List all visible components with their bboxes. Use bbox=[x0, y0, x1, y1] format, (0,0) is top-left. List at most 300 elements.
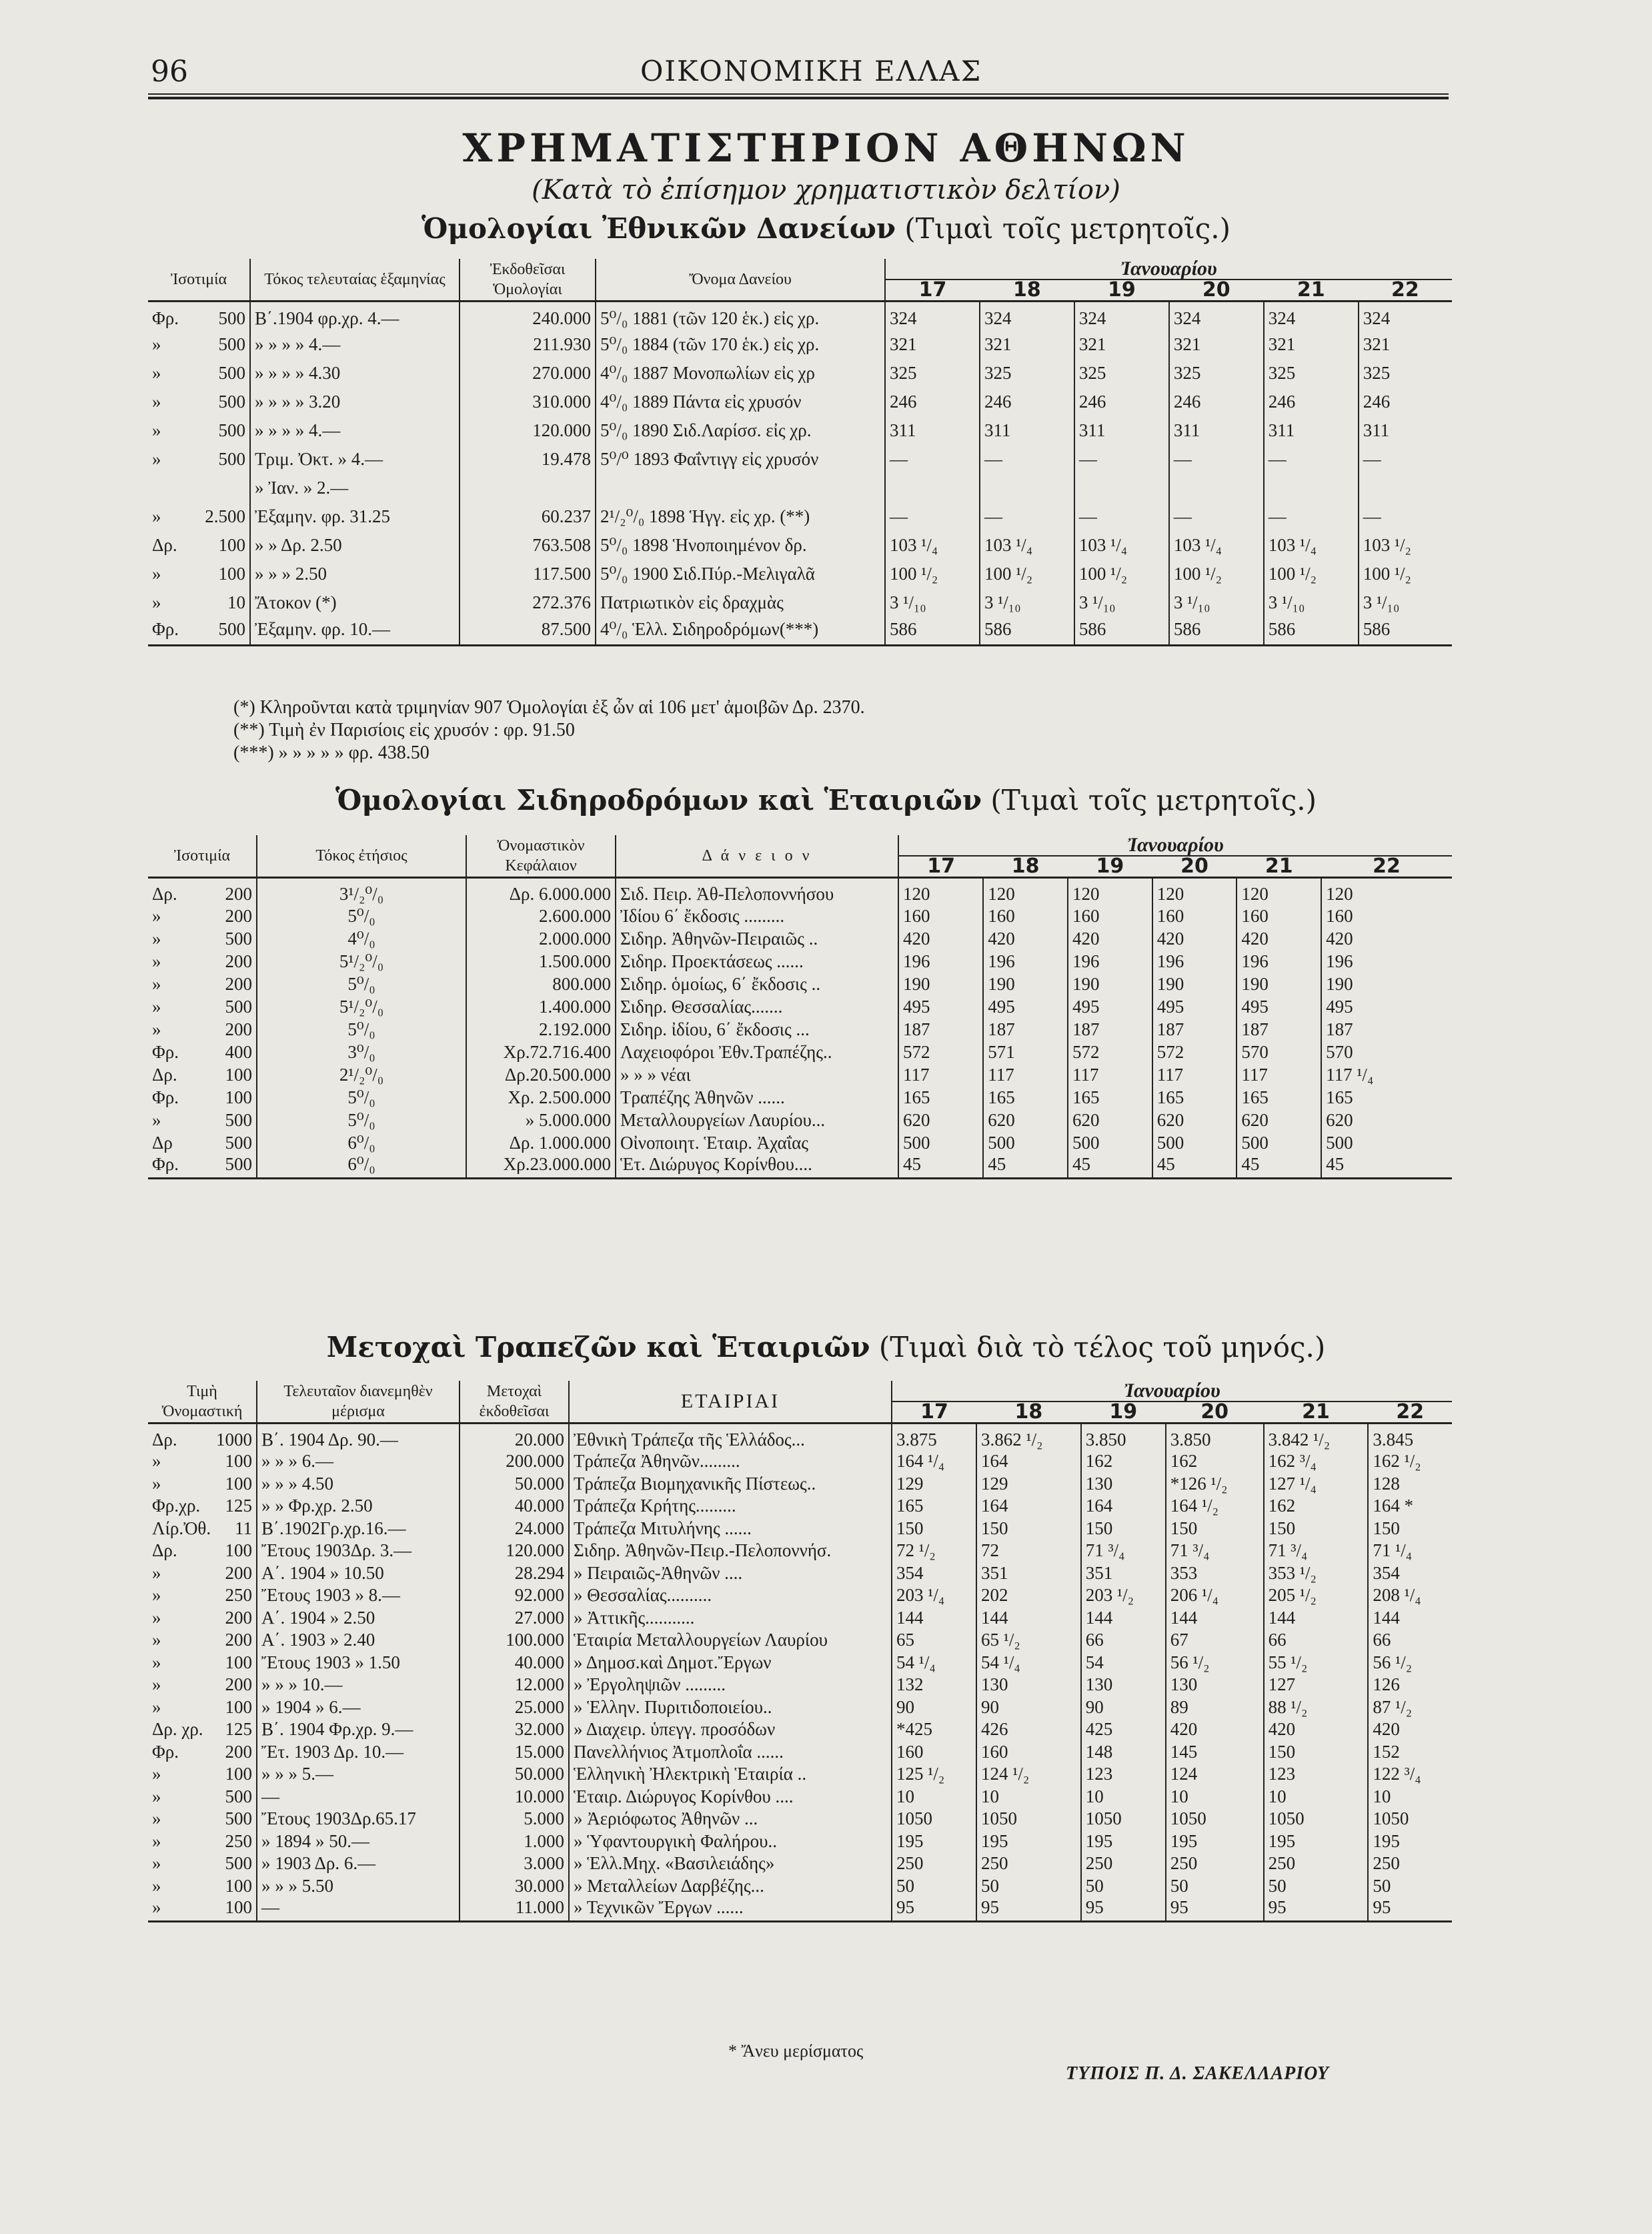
price-cell: 117 bbox=[898, 1063, 983, 1086]
price-cell: 160 bbox=[976, 1741, 1081, 1764]
price-cell: — bbox=[1169, 502, 1264, 531]
par-value: 100 bbox=[225, 1064, 252, 1085]
coupon-cell: » » » 5.50 bbox=[257, 1875, 460, 1898]
coupon-cell: » » » » 4.— bbox=[250, 330, 460, 359]
day-header: 20 bbox=[1152, 856, 1237, 878]
price-cell: 125 ¹/₂ bbox=[892, 1763, 976, 1786]
table-row bbox=[148, 1696, 1452, 1719]
table-row bbox=[148, 1741, 1452, 1764]
table-row bbox=[148, 302, 1452, 330]
par-value: 200 bbox=[225, 1562, 252, 1583]
price-cell: 50 bbox=[892, 1875, 976, 1898]
table-row bbox=[148, 995, 1452, 1018]
price-cell: 65 bbox=[892, 1629, 976, 1652]
price-cell: 420 bbox=[1236, 927, 1321, 950]
price-cell: 10 bbox=[976, 1786, 1081, 1808]
col-header: ΕΤΑΙΡΙΑΙ bbox=[569, 1381, 892, 1424]
issued-cell: 3.000 bbox=[460, 1852, 569, 1875]
issued-cell: 272.376 bbox=[460, 588, 596, 617]
coupon-cell: » » » 4.50 bbox=[257, 1473, 460, 1496]
par-cell bbox=[148, 1540, 257, 1562]
currency: Δρ. χρ. bbox=[152, 1719, 203, 1740]
price-cell: 1050 bbox=[1081, 1808, 1166, 1830]
price-cell bbox=[885, 474, 980, 502]
price-cell: 495 bbox=[1152, 995, 1237, 1018]
price-cell: 187 bbox=[1321, 1018, 1452, 1041]
par-value: 200 bbox=[225, 1019, 252, 1039]
coupon-cell: » » » 5.— bbox=[257, 1763, 460, 1786]
par-cell bbox=[148, 1041, 257, 1063]
price-cell: 353 bbox=[1166, 1562, 1264, 1585]
price-cell: 3 ¹/₁₀ bbox=[1264, 588, 1359, 617]
issued-cell: 240.000 bbox=[460, 302, 596, 330]
price-cell: 148 bbox=[1081, 1741, 1166, 1764]
coupon-cell: 5⁰/₀ bbox=[257, 973, 466, 995]
table-row bbox=[148, 416, 1452, 445]
running-title: ΟΙΚΟΝΟΜΙΚΗ ΕΛΛΑΣ bbox=[640, 55, 982, 87]
price-cell: 420 bbox=[1068, 927, 1152, 950]
price-cell: 354 bbox=[892, 1562, 976, 1585]
currency: » bbox=[152, 1764, 161, 1784]
price-cell: 152 bbox=[1368, 1741, 1452, 1764]
coupon-cell: » » Φρ.χρ. 2.50 bbox=[257, 1495, 460, 1518]
section-heading-bold: Μετοχαὶ Τραπεζῶν καὶ Ἑταιριῶν bbox=[326, 1331, 870, 1363]
price-cell: 160 bbox=[1321, 905, 1452, 927]
coupon-cell: » » Δρ. 2.50 bbox=[250, 531, 460, 560]
coupon-cell: 4⁰/₀ bbox=[257, 927, 466, 950]
col-header: Ὀνομαστικὸν Κεφάλαιον bbox=[466, 835, 616, 878]
coupon-cell: 3¹/₂⁰/₀ bbox=[257, 878, 466, 905]
name-cell: 5⁰/₀ 1881 (τῶν 120 ἑκ.) εἰς χρ. bbox=[596, 302, 885, 330]
price-cell: 195 bbox=[1264, 1830, 1369, 1853]
table-row bbox=[148, 905, 1452, 927]
price-cell: 190 bbox=[898, 973, 983, 995]
price-cell: 55 ¹/₂ bbox=[1264, 1652, 1369, 1674]
name-cell: » Διαχειρ. ὑπεγγ. προσόδων bbox=[569, 1718, 892, 1741]
price-cell: 100 ¹/₂ bbox=[1169, 560, 1264, 588]
price-cell: 586 bbox=[1169, 617, 1264, 646]
par-value: 125 bbox=[225, 1496, 252, 1516]
price-cell: 164 * bbox=[1368, 1495, 1452, 1518]
table-row bbox=[148, 388, 1452, 416]
par-value: 500 bbox=[225, 1853, 252, 1874]
par-value: 125 bbox=[225, 1719, 252, 1740]
issued-cell: 270.000 bbox=[460, 359, 596, 388]
price-cell: 10 bbox=[892, 1786, 976, 1808]
price-cell: 122 ³/₄ bbox=[1368, 1763, 1452, 1786]
name-cell: Ἐθνικὴ Τράπεζα τῆς Ἑλλάδος... bbox=[569, 1424, 892, 1451]
issued-cell: Δρ. 6.000.000 bbox=[466, 878, 616, 905]
price-cell: 45 bbox=[1236, 1154, 1321, 1179]
price-cell: 90 bbox=[976, 1696, 1081, 1719]
coupon-cell: 6⁰/₀ bbox=[257, 1154, 466, 1179]
table-row bbox=[148, 1109, 1452, 1131]
price-cell: 570 bbox=[1236, 1041, 1321, 1063]
price-cell: 495 bbox=[983, 995, 1068, 1018]
coupon-cell: 5⁰/₀ bbox=[257, 1109, 466, 1131]
coupon-cell: » » » » 4.— bbox=[250, 416, 460, 445]
coupon-cell: Α΄. 1904 » 10.50 bbox=[257, 1562, 460, 1585]
price-cell: 66 bbox=[1081, 1629, 1166, 1652]
name-cell: Πανελλήνιος Ἀτμοπλοΐα ...... bbox=[569, 1741, 892, 1764]
price-cell: 500 bbox=[898, 1131, 983, 1154]
price-cell: 250 bbox=[1368, 1852, 1452, 1875]
currency: Λίρ.Ὀθ. bbox=[152, 1518, 211, 1538]
price-cell: 132 bbox=[892, 1674, 976, 1696]
currency: » bbox=[152, 951, 161, 971]
currency: » bbox=[152, 905, 161, 926]
price-cell: 3.845 bbox=[1368, 1424, 1452, 1451]
price-cell: 250 bbox=[1166, 1852, 1264, 1875]
currency: » bbox=[152, 1451, 161, 1472]
price-cell: 187 bbox=[1068, 1018, 1152, 1041]
price-cell: 3.862 ¹/₂ bbox=[976, 1424, 1081, 1451]
note: (*) Κληροῦνται κατὰ τριμηνίαν 907 Ὁμολογίαι ἐξ ὧν αἱ 106 μετ' ἀμοιβῶν Δρ. 2370. bbox=[233, 697, 865, 718]
price-cell: 420 bbox=[1264, 1718, 1369, 1741]
par-cell bbox=[148, 1741, 257, 1764]
name-cell: » Ἀεριόφωτος Ἀθηνῶν ... bbox=[569, 1808, 892, 1830]
price-cell: 120 bbox=[983, 878, 1068, 905]
currency: Φρ. bbox=[152, 1154, 179, 1174]
coupon-cell: Α΄. 1903 » 2.40 bbox=[257, 1629, 460, 1652]
par-value: 100 bbox=[225, 1875, 252, 1896]
par-value: 500 bbox=[218, 308, 245, 329]
price-cell: 165 bbox=[892, 1495, 976, 1518]
par-cell bbox=[148, 1718, 257, 1741]
table-row bbox=[148, 1041, 1452, 1063]
table-row bbox=[148, 1875, 1452, 1898]
currency: » bbox=[152, 1808, 161, 1829]
par-cell bbox=[148, 1763, 257, 1786]
par-cell bbox=[148, 1652, 257, 1674]
price-cell: 246 bbox=[980, 388, 1074, 416]
price-cell: 50 bbox=[1368, 1875, 1452, 1898]
par-value: 500 bbox=[225, 1132, 252, 1153]
price-cell: 321 bbox=[980, 330, 1074, 359]
price-cell: 56 ¹/₂ bbox=[1166, 1652, 1264, 1674]
coupon-cell: Α΄. 1904 » 2.50 bbox=[257, 1607, 460, 1630]
price-cell: 426 bbox=[976, 1718, 1081, 1741]
price-cell: 195 bbox=[1081, 1830, 1166, 1853]
par-value: 500 bbox=[218, 391, 245, 412]
name-cell: Σιδηρ. Ἀθηνῶν-Πειραιῶς .. bbox=[616, 927, 898, 950]
price-cell: 351 bbox=[1081, 1562, 1166, 1585]
price-cell: 150 bbox=[1264, 1741, 1369, 1764]
price-cell: 164 bbox=[976, 1450, 1081, 1473]
name-cell: 2¹/₂⁰/₀ 1898 Ἡγγ. εἰς χρ. (**) bbox=[596, 502, 885, 531]
par-value: 1000 bbox=[216, 1430, 252, 1450]
price-cell: 10 bbox=[1368, 1786, 1452, 1808]
col-header: Τόκος ἐτήσιος bbox=[257, 835, 466, 878]
issued-cell: 2.600.000 bbox=[466, 905, 616, 927]
currency: Δρ. bbox=[152, 1064, 177, 1085]
price-cell: 205 ¹/₂ bbox=[1264, 1584, 1369, 1607]
price-cell: 1050 bbox=[1368, 1808, 1452, 1830]
currency: Δρ. bbox=[152, 534, 177, 555]
price-cell: 500 bbox=[1321, 1131, 1452, 1154]
price-cell: 250 bbox=[1264, 1852, 1369, 1875]
price-cell: 124 ¹/₂ bbox=[976, 1763, 1081, 1786]
par-value: 250 bbox=[225, 1585, 252, 1606]
price-cell: 164 bbox=[976, 1495, 1081, 1518]
price-cell: 150 bbox=[1081, 1518, 1166, 1540]
par-cell bbox=[148, 531, 250, 560]
price-cell: 103 ¹/₄ bbox=[1169, 531, 1264, 560]
table-row bbox=[148, 1808, 1452, 1830]
par-value: 500 bbox=[218, 334, 245, 354]
name-cell: Σιδηρ. ὁμοίως, 6΄ ἔκδοσις .. bbox=[616, 973, 898, 995]
price-cell: 120 bbox=[1321, 878, 1452, 905]
price-cell: 321 bbox=[1359, 330, 1452, 359]
table-row bbox=[148, 1063, 1452, 1086]
issued-cell: 50.000 bbox=[460, 1473, 569, 1496]
price-cell: 100 ¹/₂ bbox=[980, 560, 1074, 588]
price-cell: 89 bbox=[1166, 1696, 1264, 1719]
price-cell: 165 bbox=[983, 1086, 1068, 1109]
coupon-cell: » » » 2.50 bbox=[250, 560, 460, 588]
par-value: 500 bbox=[225, 1109, 252, 1130]
railway-bonds-table bbox=[148, 835, 1452, 1179]
price-cell: 100 ¹/₂ bbox=[1074, 560, 1169, 588]
par-cell bbox=[148, 1897, 257, 1922]
par-cell bbox=[148, 502, 250, 531]
price-cell: 420 bbox=[1152, 927, 1237, 950]
coupon-cell: Ἔτ. 1903 Δρ. 10.— bbox=[257, 1741, 460, 1764]
issued-cell: 211.930 bbox=[460, 330, 596, 359]
currency: » bbox=[152, 1109, 161, 1130]
note: (**) Τιμὴ ἐν Παρισίοις εἰς χρυσόν : φρ. 91.50 bbox=[233, 720, 575, 740]
coupon-cell: Β΄.1902Γρ.χρ.16.— bbox=[257, 1518, 460, 1540]
currency: » bbox=[152, 1786, 161, 1806]
par-cell bbox=[148, 1473, 257, 1496]
price-cell bbox=[1264, 474, 1359, 502]
price-cell bbox=[1074, 474, 1169, 502]
day-header: 20 bbox=[1166, 1402, 1264, 1424]
coupon-cell: Ἔτους 1903Δρ. 3.— bbox=[257, 1540, 460, 1562]
name-cell: 5⁰/₀ 1900 Σιδ.Πύρ.-Μελιγαλᾶ bbox=[596, 560, 885, 588]
coupon-cell: » Ἰαν. » 2.— bbox=[250, 474, 460, 502]
section-heading-rest: (Τιμαὶ τοῖς μετρητοῖς.) bbox=[896, 212, 1231, 245]
par-value: 100 bbox=[225, 1764, 252, 1784]
currency: » bbox=[152, 391, 161, 412]
price-cell: 144 bbox=[1166, 1607, 1264, 1630]
price-cell: 87 ¹/₂ bbox=[1368, 1696, 1452, 1719]
coupon-cell: 2¹/₂⁰/₀ bbox=[257, 1063, 466, 1086]
issued-cell: 24.000 bbox=[460, 1518, 569, 1540]
col-header: Ἐκδοθεῖσαι Ὁμολογίαι bbox=[460, 259, 596, 302]
price-cell: 100 ¹/₂ bbox=[885, 560, 980, 588]
price-cell bbox=[980, 474, 1074, 502]
name-cell: Σιδηρ. Θεσσαλίας....... bbox=[616, 995, 898, 1018]
table-row bbox=[148, 1629, 1452, 1652]
coupon-cell: » 1894 » 50.— bbox=[257, 1830, 460, 1853]
price-cell: 100 ¹/₂ bbox=[1264, 560, 1359, 588]
currency: » bbox=[152, 1019, 161, 1039]
price-cell: 127 ¹/₄ bbox=[1264, 1473, 1369, 1496]
price-cell: 190 bbox=[1152, 973, 1237, 995]
par-cell bbox=[148, 1109, 257, 1131]
par-value: 200 bbox=[225, 884, 252, 904]
currency: » bbox=[152, 1853, 161, 1874]
price-cell: 117 bbox=[983, 1063, 1068, 1086]
coupon-cell: Ἔτους 1903Δρ.65.17 bbox=[257, 1808, 460, 1830]
coupon-cell: 5⁰/₀ bbox=[257, 1018, 466, 1041]
price-cell: 586 bbox=[885, 617, 980, 646]
par-value: 100 bbox=[225, 1897, 252, 1917]
price-cell: 71 ³/₄ bbox=[1166, 1540, 1264, 1562]
issued-cell: 19.478 bbox=[460, 445, 596, 474]
issued-cell: 50.000 bbox=[460, 1763, 569, 1786]
price-cell: 144 bbox=[1081, 1607, 1166, 1630]
price-cell: 162 bbox=[1081, 1450, 1166, 1473]
price-cell: 103 ¹/₂ bbox=[1359, 531, 1452, 560]
price-cell: — bbox=[1359, 445, 1452, 474]
coupon-cell: » » » 10.— bbox=[257, 1674, 460, 1696]
table-row bbox=[148, 359, 1452, 388]
coupon-cell: Ἄτοκον (*) bbox=[250, 588, 460, 617]
table-row bbox=[148, 445, 1452, 474]
price-cell: 324 bbox=[885, 302, 980, 330]
table-row bbox=[148, 1518, 1452, 1540]
name-cell: Τράπεζα Ἀθηνῶν......... bbox=[569, 1450, 892, 1473]
currency: » bbox=[152, 506, 161, 526]
price-cell: 246 bbox=[1359, 388, 1452, 416]
price-cell: 54 ¹/₄ bbox=[892, 1652, 976, 1674]
par-cell bbox=[148, 995, 257, 1018]
par-value: 500 bbox=[225, 1786, 252, 1806]
price-cell: 425 bbox=[1081, 1718, 1166, 1741]
section-heading-rest: (Τιμαὶ διὰ τὸ τέλος τοῦ μηνός.) bbox=[870, 1331, 1326, 1363]
par-value: 200 bbox=[225, 951, 252, 971]
price-cell: 71 ¹/₄ bbox=[1368, 1540, 1452, 1562]
name-cell: 4⁰/₀ 1887 Μονοπωλίων εἰς χρ bbox=[596, 359, 885, 388]
header-rule-thick bbox=[148, 97, 1449, 99]
coupon-cell: 6⁰/₀ bbox=[257, 1131, 466, 1154]
name-cell: » Ὑφαντουργικὴ Φαλήρου.. bbox=[569, 1830, 892, 1853]
price-cell: 190 bbox=[983, 973, 1068, 995]
price-cell: 321 bbox=[1169, 330, 1264, 359]
price-cell: 1050 bbox=[1264, 1808, 1369, 1830]
par-cell bbox=[148, 1830, 257, 1853]
par-value: 400 bbox=[225, 1041, 252, 1062]
par-value: 500 bbox=[225, 928, 252, 949]
day-header: 20 bbox=[1169, 280, 1264, 302]
currency: » bbox=[152, 1652, 161, 1672]
issued-cell: 87.500 bbox=[460, 617, 596, 646]
price-cell: 165 bbox=[1236, 1086, 1321, 1109]
price-cell: 45 bbox=[1152, 1154, 1237, 1179]
name-cell: Ἑταιρία Μεταλλουργείων Λαυρίου bbox=[569, 1629, 892, 1652]
day-header: 21 bbox=[1264, 1402, 1369, 1424]
name-cell: Σιδηρ. Ἀθηνῶν-Πειρ.-Πελοποννήσ. bbox=[569, 1540, 892, 1562]
currency: » bbox=[152, 928, 161, 949]
name-cell: Τράπεζα Βιομηχανικῆς Πίστεως.. bbox=[569, 1473, 892, 1496]
price-cell bbox=[1169, 474, 1264, 502]
name-cell: Πατριωτικὸν εἰς δραχμὰς bbox=[596, 588, 885, 617]
issued-cell: 10.000 bbox=[460, 1786, 569, 1808]
price-cell: 10 bbox=[1081, 1786, 1166, 1808]
price-cell: 117 bbox=[1236, 1063, 1321, 1086]
par-value: 500 bbox=[225, 1154, 252, 1174]
day-header: 18 bbox=[976, 1402, 1081, 1424]
price-cell: 162 ¹/₂ bbox=[1368, 1450, 1452, 1473]
price-cell: 420 bbox=[1368, 1718, 1452, 1741]
name-cell: Ἑλληνικὴ Ἠλεκτρικὴ Ἑταιρία .. bbox=[569, 1763, 892, 1786]
price-cell: 3.842 ¹/₂ bbox=[1264, 1424, 1369, 1451]
price-cell: 495 bbox=[898, 995, 983, 1018]
price-cell: 1050 bbox=[1166, 1808, 1264, 1830]
day-header: 17 bbox=[892, 1402, 976, 1424]
price-cell: 195 bbox=[1368, 1830, 1452, 1853]
printer-imprint: ΤΥΠΟΙΣ Π. Δ. ΣΑΚΕΛΛΑΡΙΟΥ bbox=[1066, 2063, 1330, 2084]
price-cell: 88 ¹/₂ bbox=[1264, 1696, 1369, 1719]
price-cell: 130 bbox=[1081, 1674, 1166, 1696]
par-value: 100 bbox=[225, 1087, 252, 1107]
par-cell bbox=[148, 302, 250, 330]
par-cell bbox=[148, 388, 250, 416]
name-cell: » Δημοσ.καὶ Δημοτ.Ἔργων bbox=[569, 1652, 892, 1674]
issued-cell: 120.000 bbox=[460, 1540, 569, 1562]
name-cell: 4⁰/₀ 1889 Πάντα εἰς χρυσόν bbox=[596, 388, 885, 416]
table-row bbox=[148, 1897, 1452, 1922]
price-cell: 190 bbox=[1236, 973, 1321, 995]
price-cell: 321 bbox=[1264, 330, 1359, 359]
par-cell bbox=[148, 474, 250, 502]
price-cell: 129 bbox=[976, 1473, 1081, 1496]
price-cell: 123 bbox=[1081, 1763, 1166, 1786]
issued-cell: 800.000 bbox=[466, 973, 616, 995]
coupon-cell: 5⁰/₀ bbox=[257, 905, 466, 927]
price-cell: 196 bbox=[1068, 950, 1152, 973]
currency: Φρ. bbox=[152, 1041, 179, 1062]
currency: Δρ. bbox=[152, 1540, 177, 1561]
par-cell bbox=[148, 1495, 257, 1518]
par-cell bbox=[148, 560, 250, 588]
currency: » bbox=[152, 1875, 161, 1896]
currency: Δρ. bbox=[152, 884, 177, 904]
price-cell: 164 ¹/₂ bbox=[1166, 1495, 1264, 1518]
name-cell: Οἰνοποιητ. Ἑταιρ. Ἀχαΐας bbox=[616, 1131, 898, 1154]
coupon-cell: — bbox=[257, 1786, 460, 1808]
issued-cell: 1.400.000 bbox=[466, 995, 616, 1018]
price-cell: 90 bbox=[892, 1696, 976, 1719]
price-cell: 203 ¹/₄ bbox=[892, 1584, 976, 1607]
price-cell: 90 bbox=[1081, 1696, 1166, 1719]
currency: » bbox=[152, 1473, 161, 1494]
name-cell: Ἑταιρ. Διώρυγος Κορίνθου .... bbox=[569, 1786, 892, 1808]
month-header: Ἰανουαρίου bbox=[898, 835, 1452, 856]
price-cell: 165 bbox=[1068, 1086, 1152, 1109]
price-cell: 3.875 bbox=[892, 1424, 976, 1451]
name-cell: 4⁰/₀ Ἑλλ. Σιδηροδρόμων(***) bbox=[596, 617, 885, 646]
price-cell: 354 bbox=[1368, 1562, 1452, 1585]
currency: Φρ. bbox=[152, 618, 179, 639]
table-row bbox=[148, 1584, 1452, 1607]
price-cell: 190 bbox=[1321, 973, 1452, 995]
price-cell: 246 bbox=[1264, 388, 1359, 416]
issued-cell: 117.500 bbox=[460, 560, 596, 588]
par-cell bbox=[148, 1852, 257, 1875]
issued-cell: 11.000 bbox=[460, 1897, 569, 1922]
price-cell: 120 bbox=[1068, 878, 1152, 905]
price-cell: 150 bbox=[1166, 1518, 1264, 1540]
currency: » bbox=[152, 1585, 161, 1606]
price-cell: 325 bbox=[885, 359, 980, 388]
price-cell: 586 bbox=[1074, 617, 1169, 646]
price-cell: 325 bbox=[1264, 359, 1359, 388]
price-cell: 145 bbox=[1166, 1741, 1264, 1764]
par-cell bbox=[148, 1063, 257, 1086]
